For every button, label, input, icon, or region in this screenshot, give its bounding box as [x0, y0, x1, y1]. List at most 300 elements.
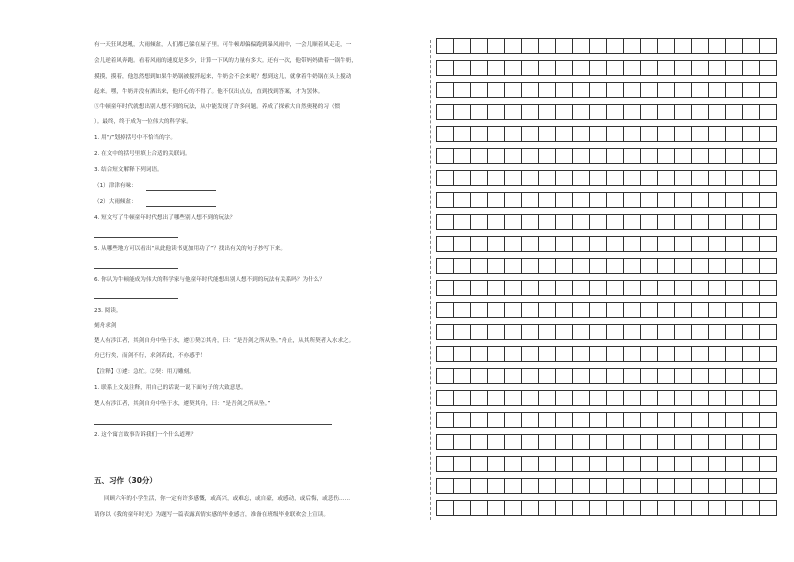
- grid-cell[interactable]: [470, 192, 488, 208]
- grid-cell[interactable]: [572, 412, 590, 428]
- grid-cell[interactable]: [606, 214, 624, 230]
- grid-cell[interactable]: [589, 390, 607, 406]
- grid-cell[interactable]: [691, 280, 709, 296]
- grid-cell[interactable]: [640, 346, 658, 362]
- grid-cell[interactable]: [572, 126, 590, 142]
- grid-cell[interactable]: [538, 60, 556, 76]
- grid-cell[interactable]: [436, 82, 454, 98]
- grid-cell[interactable]: [742, 258, 760, 274]
- grid-cell[interactable]: [759, 214, 777, 230]
- grid-cell[interactable]: [640, 302, 658, 318]
- composition-grid[interactable]: [437, 38, 792, 522]
- grid-cell[interactable]: [436, 478, 454, 494]
- grid-cell[interactable]: [521, 456, 539, 472]
- grid-cell[interactable]: [742, 38, 760, 54]
- grid-cell[interactable]: [657, 170, 675, 186]
- grid-cell[interactable]: [487, 302, 505, 318]
- grid-cell[interactable]: [470, 500, 488, 516]
- grid-cell[interactable]: [606, 126, 624, 142]
- grid-cell[interactable]: [521, 126, 539, 142]
- grid-cell[interactable]: [538, 236, 556, 252]
- grid-cell[interactable]: [759, 258, 777, 274]
- grid-cell[interactable]: [606, 258, 624, 274]
- grid-cell[interactable]: [572, 82, 590, 98]
- grid-cell[interactable]: [725, 126, 743, 142]
- answer-blank-3a[interactable]: [146, 190, 216, 191]
- grid-cell[interactable]: [708, 302, 726, 318]
- grid-cell[interactable]: [487, 324, 505, 340]
- grid-cell[interactable]: [606, 38, 624, 54]
- grid-cell[interactable]: [640, 104, 658, 120]
- grid-cell[interactable]: [572, 38, 590, 54]
- answer-blank-reading-1[interactable]: [94, 424, 332, 425]
- grid-cell[interactable]: [470, 478, 488, 494]
- grid-cell[interactable]: [640, 390, 658, 406]
- grid-cell[interactable]: [640, 236, 658, 252]
- grid-cell[interactable]: [555, 170, 573, 186]
- grid-cell[interactable]: [674, 126, 692, 142]
- grid-cell[interactable]: [708, 148, 726, 164]
- grid-cell[interactable]: [725, 346, 743, 362]
- grid-cell[interactable]: [487, 500, 505, 516]
- grid-cell[interactable]: [504, 390, 522, 406]
- grid-cell[interactable]: [657, 148, 675, 164]
- grid-cell[interactable]: [436, 170, 454, 186]
- grid-cell[interactable]: [674, 434, 692, 450]
- grid-cell[interactable]: [623, 390, 641, 406]
- grid-cell[interactable]: [487, 236, 505, 252]
- grid-cell[interactable]: [657, 456, 675, 472]
- grid-cell[interactable]: [674, 500, 692, 516]
- grid-cell[interactable]: [640, 280, 658, 296]
- grid-cell[interactable]: [555, 324, 573, 340]
- grid-cell[interactable]: [640, 126, 658, 142]
- grid-cell[interactable]: [521, 258, 539, 274]
- grid-cell[interactable]: [589, 126, 607, 142]
- grid-cell[interactable]: [487, 38, 505, 54]
- grid-cell[interactable]: [572, 60, 590, 76]
- grid-cell[interactable]: [623, 192, 641, 208]
- grid-cell[interactable]: [640, 170, 658, 186]
- grid-cell[interactable]: [657, 258, 675, 274]
- grid-cell[interactable]: [759, 456, 777, 472]
- grid-cell[interactable]: [470, 434, 488, 450]
- grid-cell[interactable]: [453, 60, 471, 76]
- grid-cell[interactable]: [725, 302, 743, 318]
- grid-cell[interactable]: [606, 368, 624, 384]
- grid-cell[interactable]: [555, 302, 573, 318]
- grid-cell[interactable]: [504, 368, 522, 384]
- grid-cell[interactable]: [725, 38, 743, 54]
- grid-cell[interactable]: [487, 60, 505, 76]
- grid-cell[interactable]: [487, 390, 505, 406]
- grid-cell[interactable]: [674, 258, 692, 274]
- grid-cell[interactable]: [572, 236, 590, 252]
- grid-cell[interactable]: [708, 412, 726, 428]
- grid-cell[interactable]: [521, 280, 539, 296]
- grid-cell[interactable]: [521, 346, 539, 362]
- grid-cell[interactable]: [759, 434, 777, 450]
- grid-cell[interactable]: [436, 126, 454, 142]
- grid-cell[interactable]: [623, 500, 641, 516]
- grid-cell[interactable]: [521, 302, 539, 318]
- grid-cell[interactable]: [759, 500, 777, 516]
- grid-cell[interactable]: [572, 104, 590, 120]
- grid-cell[interactable]: [623, 412, 641, 428]
- grid-cell[interactable]: [589, 302, 607, 318]
- grid-cell[interactable]: [589, 214, 607, 230]
- grid-cell[interactable]: [453, 258, 471, 274]
- grid-cell[interactable]: [640, 456, 658, 472]
- grid-cell[interactable]: [538, 38, 556, 54]
- grid-cell[interactable]: [623, 236, 641, 252]
- grid-cell[interactable]: [606, 390, 624, 406]
- grid-cell[interactable]: [708, 126, 726, 142]
- grid-cell[interactable]: [487, 104, 505, 120]
- grid-cell[interactable]: [589, 82, 607, 98]
- grid-cell[interactable]: [657, 214, 675, 230]
- grid-cell[interactable]: [674, 60, 692, 76]
- grid-cell[interactable]: [708, 390, 726, 406]
- grid-cell[interactable]: [759, 478, 777, 494]
- grid-cell[interactable]: [538, 104, 556, 120]
- grid-cell[interactable]: [470, 148, 488, 164]
- grid-cell[interactable]: [657, 126, 675, 142]
- grid-cell[interactable]: [470, 82, 488, 98]
- grid-cell[interactable]: [504, 302, 522, 318]
- grid-cell[interactable]: [674, 412, 692, 428]
- grid-cell[interactable]: [674, 214, 692, 230]
- grid-cell[interactable]: [640, 324, 658, 340]
- grid-cell[interactable]: [589, 192, 607, 208]
- grid-cell[interactable]: [725, 456, 743, 472]
- grid-cell[interactable]: [708, 82, 726, 98]
- grid-cell[interactable]: [521, 478, 539, 494]
- grid-cell[interactable]: [538, 82, 556, 98]
- grid-cell[interactable]: [742, 82, 760, 98]
- grid-cell[interactable]: [708, 368, 726, 384]
- grid-cell[interactable]: [708, 236, 726, 252]
- grid-cell[interactable]: [759, 170, 777, 186]
- grid-cell[interactable]: [623, 82, 641, 98]
- grid-cell[interactable]: [521, 214, 539, 230]
- grid-cell[interactable]: [504, 82, 522, 98]
- grid-cell[interactable]: [589, 434, 607, 450]
- grid-cell[interactable]: [504, 346, 522, 362]
- grid-cell[interactable]: [470, 412, 488, 428]
- grid-cell[interactable]: [453, 434, 471, 450]
- grid-cell[interactable]: [657, 192, 675, 208]
- grid-cell[interactable]: [759, 390, 777, 406]
- grid-cell[interactable]: [589, 456, 607, 472]
- grid-cell[interactable]: [674, 82, 692, 98]
- grid-cell[interactable]: [504, 170, 522, 186]
- grid-cell[interactable]: [640, 478, 658, 494]
- grid-cell[interactable]: [521, 60, 539, 76]
- grid-cell[interactable]: [606, 148, 624, 164]
- grid-cell[interactable]: [436, 258, 454, 274]
- grid-cell[interactable]: [725, 280, 743, 296]
- grid-cell[interactable]: [623, 346, 641, 362]
- grid-cell[interactable]: [725, 60, 743, 76]
- grid-cell[interactable]: [759, 412, 777, 428]
- grid-cell[interactable]: [606, 170, 624, 186]
- grid-cell[interactable]: [708, 500, 726, 516]
- grid-cell[interactable]: [453, 500, 471, 516]
- grid-cell[interactable]: [640, 82, 658, 98]
- grid-cell[interactable]: [606, 412, 624, 428]
- grid-cell[interactable]: [623, 478, 641, 494]
- grid-cell[interactable]: [691, 434, 709, 450]
- grid-cell[interactable]: [538, 478, 556, 494]
- grid-cell[interactable]: [589, 170, 607, 186]
- grid-cell[interactable]: [589, 412, 607, 428]
- grid-cell[interactable]: [504, 126, 522, 142]
- grid-cell[interactable]: [555, 60, 573, 76]
- grid-cell[interactable]: [623, 38, 641, 54]
- grid-cell[interactable]: [470, 456, 488, 472]
- answer-blank-4[interactable]: [94, 237, 178, 238]
- grid-cell[interactable]: [742, 346, 760, 362]
- answer-blank-3b[interactable]: [146, 206, 216, 207]
- grid-cell[interactable]: [759, 346, 777, 362]
- grid-cell[interactable]: [606, 500, 624, 516]
- grid-cell[interactable]: [453, 302, 471, 318]
- grid-cell[interactable]: [521, 324, 539, 340]
- grid-cell[interactable]: [708, 258, 726, 274]
- grid-cell[interactable]: [521, 368, 539, 384]
- grid-cell[interactable]: [555, 126, 573, 142]
- grid-cell[interactable]: [657, 280, 675, 296]
- grid-cell[interactable]: [453, 324, 471, 340]
- grid-cell[interactable]: [572, 346, 590, 362]
- grid-cell[interactable]: [640, 60, 658, 76]
- grid-cell[interactable]: [725, 170, 743, 186]
- grid-cell[interactable]: [470, 302, 488, 318]
- grid-cell[interactable]: [572, 456, 590, 472]
- grid-cell[interactable]: [436, 60, 454, 76]
- grid-cell[interactable]: [521, 104, 539, 120]
- grid-cell[interactable]: [674, 280, 692, 296]
- grid-cell[interactable]: [708, 478, 726, 494]
- grid-cell[interactable]: [538, 434, 556, 450]
- grid-cell[interactable]: [436, 214, 454, 230]
- grid-cell[interactable]: [453, 478, 471, 494]
- grid-cell[interactable]: [589, 324, 607, 340]
- grid-cell[interactable]: [572, 478, 590, 494]
- grid-cell[interactable]: [759, 236, 777, 252]
- grid-cell[interactable]: [691, 412, 709, 428]
- grid-cell[interactable]: [657, 368, 675, 384]
- grid-cell[interactable]: [589, 148, 607, 164]
- grid-cell[interactable]: [538, 500, 556, 516]
- grid-cell[interactable]: [538, 280, 556, 296]
- grid-cell[interactable]: [657, 302, 675, 318]
- grid-cell[interactable]: [453, 170, 471, 186]
- grid-cell[interactable]: [606, 82, 624, 98]
- grid-cell[interactable]: [759, 280, 777, 296]
- grid-cell[interactable]: [504, 148, 522, 164]
- grid-cell[interactable]: [572, 170, 590, 186]
- grid-cell[interactable]: [606, 346, 624, 362]
- grid-cell[interactable]: [691, 82, 709, 98]
- grid-cell[interactable]: [742, 214, 760, 230]
- grid-cell[interactable]: [521, 236, 539, 252]
- grid-cell[interactable]: [589, 104, 607, 120]
- grid-cell[interactable]: [623, 280, 641, 296]
- grid-cell[interactable]: [708, 324, 726, 340]
- grid-cell[interactable]: [504, 456, 522, 472]
- grid-cell[interactable]: [555, 82, 573, 98]
- grid-cell[interactable]: [555, 192, 573, 208]
- grid-cell[interactable]: [436, 346, 454, 362]
- grid-cell[interactable]: [742, 390, 760, 406]
- grid-cell[interactable]: [470, 346, 488, 362]
- grid-cell[interactable]: [708, 60, 726, 76]
- grid-cell[interactable]: [759, 192, 777, 208]
- grid-cell[interactable]: [572, 302, 590, 318]
- grid-cell[interactable]: [487, 126, 505, 142]
- grid-cell[interactable]: [504, 38, 522, 54]
- grid-cell[interactable]: [691, 192, 709, 208]
- grid-cell[interactable]: [470, 170, 488, 186]
- grid-cell[interactable]: [521, 390, 539, 406]
- grid-cell[interactable]: [759, 324, 777, 340]
- grid-cell[interactable]: [453, 236, 471, 252]
- grid-cell[interactable]: [555, 478, 573, 494]
- grid-cell[interactable]: [623, 302, 641, 318]
- grid-cell[interactable]: [606, 302, 624, 318]
- grid-cell[interactable]: [504, 478, 522, 494]
- grid-cell[interactable]: [708, 346, 726, 362]
- grid-cell[interactable]: [691, 478, 709, 494]
- grid-cell[interactable]: [691, 390, 709, 406]
- grid-cell[interactable]: [606, 192, 624, 208]
- grid-cell[interactable]: [487, 346, 505, 362]
- grid-cell[interactable]: [759, 60, 777, 76]
- grid-cell[interactable]: [589, 236, 607, 252]
- grid-cell[interactable]: [453, 38, 471, 54]
- grid-cell[interactable]: [691, 214, 709, 230]
- grid-cell[interactable]: [487, 456, 505, 472]
- grid-cell[interactable]: [742, 478, 760, 494]
- grid-cell[interactable]: [538, 324, 556, 340]
- grid-cell[interactable]: [742, 368, 760, 384]
- grid-cell[interactable]: [589, 478, 607, 494]
- grid-cell[interactable]: [657, 60, 675, 76]
- grid-cell[interactable]: [606, 104, 624, 120]
- grid-cell[interactable]: [453, 214, 471, 230]
- grid-cell[interactable]: [487, 258, 505, 274]
- grid-cell[interactable]: [742, 412, 760, 428]
- grid-cell[interactable]: [555, 500, 573, 516]
- grid-cell[interactable]: [657, 324, 675, 340]
- grid-cell[interactable]: [674, 346, 692, 362]
- grid-cell[interactable]: [453, 104, 471, 120]
- grid-cell[interactable]: [640, 214, 658, 230]
- grid-cell[interactable]: [487, 170, 505, 186]
- grid-cell[interactable]: [691, 126, 709, 142]
- grid-cell[interactable]: [436, 500, 454, 516]
- grid-cell[interactable]: [640, 368, 658, 384]
- grid-cell[interactable]: [589, 500, 607, 516]
- grid-cell[interactable]: [521, 148, 539, 164]
- grid-cell[interactable]: [555, 390, 573, 406]
- grid-cell[interactable]: [674, 38, 692, 54]
- grid-cell[interactable]: [725, 390, 743, 406]
- grid-cell[interactable]: [453, 82, 471, 98]
- grid-cell[interactable]: [521, 82, 539, 98]
- grid-cell[interactable]: [487, 412, 505, 428]
- grid-cell[interactable]: [759, 82, 777, 98]
- answer-blank-6[interactable]: [94, 298, 178, 299]
- grid-cell[interactable]: [521, 500, 539, 516]
- answer-blank-5[interactable]: [94, 268, 178, 269]
- grid-cell[interactable]: [555, 236, 573, 252]
- grid-cell[interactable]: [725, 258, 743, 274]
- grid-cell[interactable]: [708, 456, 726, 472]
- grid-cell[interactable]: [640, 258, 658, 274]
- grid-cell[interactable]: [657, 434, 675, 450]
- grid-cell[interactable]: [589, 258, 607, 274]
- grid-cell[interactable]: [436, 148, 454, 164]
- grid-cell[interactable]: [487, 192, 505, 208]
- grid-cell[interactable]: [504, 236, 522, 252]
- grid-cell[interactable]: [470, 280, 488, 296]
- grid-cell[interactable]: [623, 214, 641, 230]
- grid-cell[interactable]: [606, 456, 624, 472]
- grid-cell[interactable]: [759, 148, 777, 164]
- grid-cell[interactable]: [742, 60, 760, 76]
- grid-cell[interactable]: [436, 390, 454, 406]
- grid-cell[interactable]: [453, 456, 471, 472]
- grid-cell[interactable]: [674, 148, 692, 164]
- grid-cell[interactable]: [640, 192, 658, 208]
- grid-cell[interactable]: [657, 346, 675, 362]
- grid-cell[interactable]: [470, 104, 488, 120]
- grid-cell[interactable]: [708, 434, 726, 450]
- grid-cell[interactable]: [487, 280, 505, 296]
- grid-cell[interactable]: [623, 324, 641, 340]
- grid-cell[interactable]: [453, 346, 471, 362]
- grid-cell[interactable]: [538, 302, 556, 318]
- grid-cell[interactable]: [691, 170, 709, 186]
- grid-cell[interactable]: [521, 412, 539, 428]
- grid-cell[interactable]: [589, 368, 607, 384]
- grid-cell[interactable]: [453, 390, 471, 406]
- grid-cell[interactable]: [742, 500, 760, 516]
- grid-cell[interactable]: [436, 368, 454, 384]
- grid-cell[interactable]: [504, 60, 522, 76]
- grid-cell[interactable]: [674, 368, 692, 384]
- grid-cell[interactable]: [657, 412, 675, 428]
- grid-cell[interactable]: [470, 214, 488, 230]
- grid-cell[interactable]: [453, 412, 471, 428]
- grid-cell[interactable]: [657, 104, 675, 120]
- grid-cell[interactable]: [657, 390, 675, 406]
- grid-cell[interactable]: [555, 280, 573, 296]
- grid-cell[interactable]: [436, 324, 454, 340]
- grid-cell[interactable]: [504, 500, 522, 516]
- grid-cell[interactable]: [691, 456, 709, 472]
- grid-cell[interactable]: [453, 280, 471, 296]
- grid-cell[interactable]: [538, 390, 556, 406]
- grid-cell[interactable]: [742, 126, 760, 142]
- grid-cell[interactable]: [725, 434, 743, 450]
- grid-cell[interactable]: [504, 324, 522, 340]
- grid-cell[interactable]: [742, 302, 760, 318]
- grid-cell[interactable]: [470, 324, 488, 340]
